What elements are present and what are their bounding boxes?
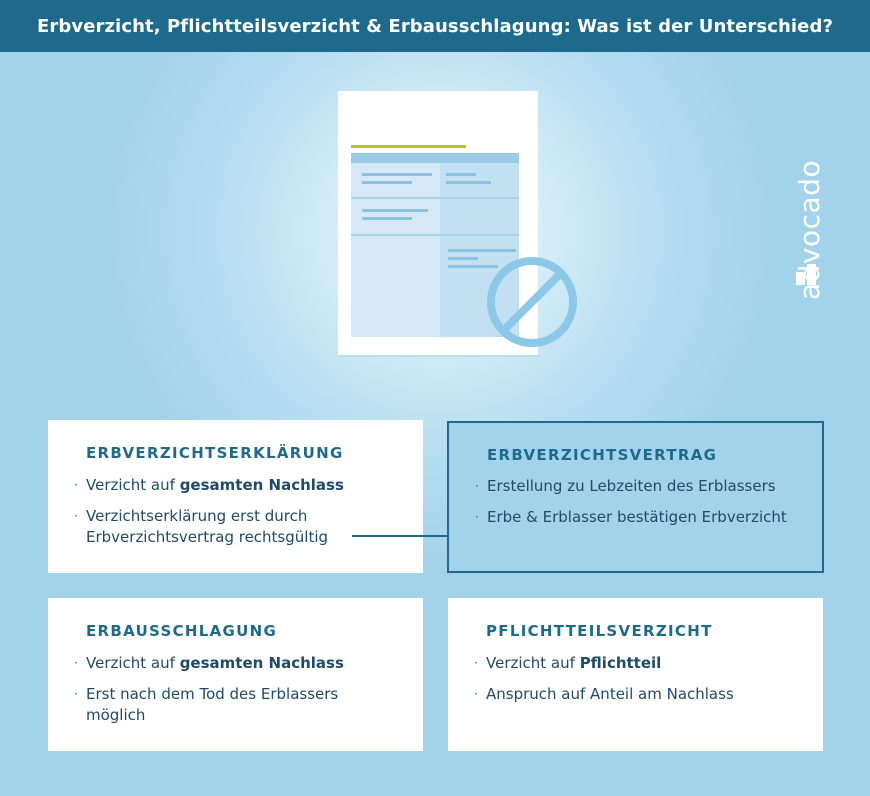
list-item: · Erst nach dem Tod des Erblassers möglich — [74, 685, 339, 724]
card-title: ERBVERZICHTSERKLÄRUNG — [86, 444, 344, 462]
bullet-dot-icon: · — [74, 478, 78, 492]
list-item: · Erstellung zu Lebzeiten des Erblassers — [475, 477, 776, 495]
bullet-dot-icon: · — [475, 510, 479, 524]
card-erbverzichtserklaerung — [48, 420, 423, 573]
bullet-dot-icon: · — [475, 479, 479, 493]
list-item: · Anspruch auf Anteil am Nachlass — [474, 685, 734, 703]
card-title: ERBVERZICHTSVERTRAG — [487, 446, 718, 464]
bullet-dot-icon: · — [74, 656, 78, 670]
bullet-dot-icon: · — [474, 656, 478, 670]
list-item: · Verzichtserklärung erst durch Erbverzichtsvertrag rechtsgültig — [74, 507, 329, 546]
logo-text: advocado — [793, 159, 826, 300]
bullet-dot-icon: · — [74, 687, 78, 701]
bullet-list — [74, 475, 411, 558]
card-erbausschlagung — [48, 598, 423, 751]
bullet-dot-icon: · — [74, 509, 78, 523]
advocado-logo — [782, 142, 832, 307]
card-title: ERBAUSSCHLAGUNG — [86, 622, 278, 640]
bullet-list — [475, 476, 810, 538]
bullet-dot-icon: · — [474, 687, 478, 701]
bullet-list — [74, 653, 411, 736]
card-title: PFLICHTTEILSVERZICHT — [486, 622, 713, 640]
page-title: Erbverzicht, Pflichtteilsverzicht & Erbausschlagung: Was ist der Unterschied? — [37, 15, 833, 37]
list-item: · Verzicht auf Pflichtteil — [474, 654, 662, 672]
list-item: · Verzicht auf gesamten Nachlass — [74, 654, 344, 672]
card-pflichtteilsverzicht — [448, 598, 823, 751]
document-icon — [336, 89, 582, 357]
card-erbverzichtsvertrag — [447, 421, 824, 573]
header-bar — [0, 0, 870, 52]
bullet-list — [474, 653, 811, 715]
list-item: · Erbe & Erblasser bestätigen Erbverzicht — [475, 508, 787, 526]
list-item: · Verzicht auf gesamten Nachlass — [74, 476, 344, 494]
connector-line — [352, 535, 449, 537]
